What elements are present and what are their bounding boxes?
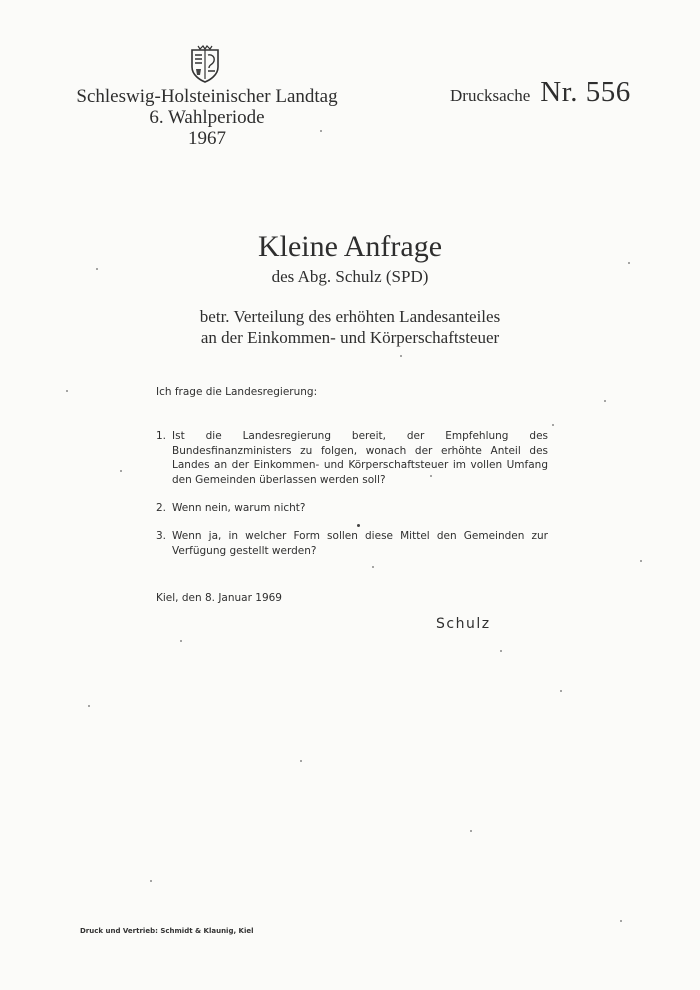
scan-speck [180, 640, 182, 642]
scan-speck [320, 130, 322, 132]
institution-name: Schleswig-Holsteinischer Landtag [76, 86, 338, 107]
coat-of-arms-icon [188, 45, 222, 83]
question-number: 2. [156, 502, 167, 515]
question-text: Wenn ja, in welcher Form sollen diese Mittel den Gemeinden zur Verfügung gestellt werden? [172, 530, 548, 557]
scan-speck [66, 390, 68, 392]
scan-speck [628, 262, 630, 264]
document-subtitle: des Abg. Schulz (SPD) [271, 267, 429, 286]
scan-speck [300, 760, 302, 762]
scan-speck [96, 268, 98, 270]
scan-speck [150, 880, 152, 882]
signature-name: Schulz [436, 616, 491, 632]
drucksache-label: Drucksache [450, 86, 531, 105]
subject-block [0, 306, 700, 348]
title-block [0, 230, 700, 288]
scan-speck [88, 705, 90, 707]
scan-speck [640, 560, 642, 562]
place-and-date: Kiel, den 8. Januar 1969 [156, 592, 282, 604]
intro-text: Ich frage die Landesregierung: [156, 386, 318, 398]
question-item [156, 501, 548, 515]
header-institution-block [72, 86, 342, 149]
printer-footer: Druck und Vertrieb: Schmidt & Klaunig, Kiel [80, 927, 254, 935]
scan-speck [500, 650, 502, 652]
question-item [156, 429, 548, 487]
scan-speck [120, 470, 122, 472]
scan-speck [604, 400, 606, 402]
question-body [156, 385, 548, 572]
drucksache-reference [450, 76, 631, 109]
question-number: 3. [156, 530, 167, 543]
scan-speck [372, 566, 374, 568]
document-title: Kleine Anfrage [257, 230, 443, 263]
drucksache-number: Nr. 556 [540, 76, 631, 108]
scan-speck [357, 524, 360, 527]
scan-speck [560, 690, 562, 692]
scan-speck [620, 920, 622, 922]
header-year: 1967 [188, 128, 226, 149]
subject-line-2: an der Einkommen- und Körperschaftsteuer [200, 328, 500, 347]
question-text: Ist die Landesregierung bereit, der Empfehlung des Bundesfinanzministers zu folgen, wonach der erhöhte Anteil des Landes an der Einkommen- und Körperschaftsteuer im vollen Umfang den Gemeinden überlassen werden soll? [172, 430, 548, 486]
scan-speck [552, 424, 554, 426]
question-text: Wenn nein, warum nicht? [172, 502, 306, 515]
scan-speck [430, 475, 432, 477]
subject-line-1: betr. Verteilung des erhöhten Landesanteiles [199, 307, 501, 326]
question-item [156, 529, 548, 558]
scan-speck [400, 355, 402, 357]
legislative-period: 6. Wahlperiode [149, 107, 265, 128]
scan-speck [470, 830, 472, 832]
question-number: 1. [156, 430, 167, 443]
